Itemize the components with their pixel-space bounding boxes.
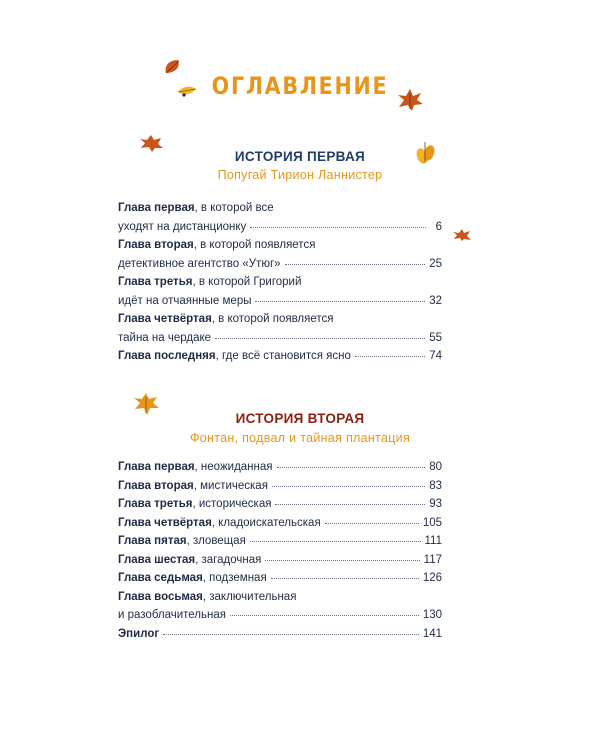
toc-entry bbox=[118, 313, 442, 332]
chapter-description: , в которой Григорий bbox=[192, 276, 302, 288]
toc-entry bbox=[118, 461, 442, 480]
chapter-description: , заключительная bbox=[202, 590, 297, 603]
toc-entry bbox=[118, 554, 442, 573]
chapter-description: детективное агентство «Утюг» bbox=[118, 257, 281, 270]
dot-leader bbox=[255, 301, 425, 302]
chapter-description: , зловещая bbox=[186, 535, 246, 547]
toc-entry bbox=[118, 202, 442, 221]
chapter-description: , где всё становится ясно bbox=[215, 350, 351, 362]
dot-leader bbox=[325, 523, 419, 524]
chapter-description: идёт на отчаянные меры bbox=[118, 294, 252, 307]
page-number: 25 bbox=[429, 257, 442, 270]
chapter-heading: Глава вторая bbox=[118, 479, 194, 492]
toc-entry-continuation bbox=[118, 221, 442, 240]
chapter-description: тайна на чердаке bbox=[118, 331, 212, 344]
toc-entry bbox=[118, 350, 442, 369]
page-number: 105 bbox=[422, 516, 442, 529]
dot-leader bbox=[355, 356, 425, 357]
page-number: 117 bbox=[423, 553, 442, 566]
toc-entry bbox=[118, 517, 442, 536]
chapter-description: , кладоискательская bbox=[211, 516, 321, 529]
dot-leader bbox=[230, 615, 419, 616]
dot-leader bbox=[215, 338, 425, 339]
chapter-heading: Глава третья bbox=[118, 498, 193, 510]
autumn-leaf-icon bbox=[452, 228, 472, 242]
toc-entry bbox=[118, 591, 442, 610]
chapter-heading: Глава четвёртая bbox=[118, 516, 212, 529]
page-number: 141 bbox=[422, 627, 442, 640]
chapter-heading: Глава пятая bbox=[118, 535, 187, 547]
page-number: 6 bbox=[435, 220, 442, 233]
toc-entry bbox=[118, 628, 442, 647]
page-number: 80 bbox=[429, 461, 442, 473]
chapter-description: , в которой появляется bbox=[193, 239, 316, 251]
toc-entry bbox=[118, 276, 442, 295]
story-two-contents bbox=[118, 461, 442, 646]
chapter-heading: Глава шестая bbox=[118, 553, 196, 566]
chapter-description: , неожиданная bbox=[194, 461, 273, 473]
chapter-description: уходят на дистанционку bbox=[118, 220, 247, 233]
page-title: ОГЛАВЛЕНИЕ bbox=[211, 72, 389, 100]
toc-entry-continuation bbox=[118, 295, 442, 314]
toc-entry bbox=[118, 480, 442, 499]
story-one-subtitle: Попугай Тирион Ланнистер bbox=[217, 168, 383, 182]
chapter-heading: Глава третья bbox=[118, 276, 193, 288]
chapter-description: , в которой все bbox=[194, 202, 274, 214]
page-number: 74 bbox=[429, 350, 442, 362]
page-number: 55 bbox=[429, 331, 442, 344]
dot-leader bbox=[272, 486, 425, 487]
chapter-description: , историческая bbox=[192, 498, 272, 510]
toc-entry-continuation bbox=[118, 332, 442, 351]
chapter-description: , загадочная bbox=[195, 553, 262, 566]
story-two-subtitle: Фонтан, подвал и тайная плантация bbox=[189, 431, 411, 445]
chapter-description: , мистическая bbox=[193, 479, 268, 492]
toc-entry bbox=[118, 572, 442, 591]
dot-leader bbox=[265, 560, 419, 561]
page-number: 126 bbox=[422, 572, 442, 584]
chapter-heading: Глава первая bbox=[118, 202, 195, 214]
story-two-title: ИСТОРИЯ ВТОРАЯ bbox=[235, 411, 365, 426]
chapter-heading: Глава первая bbox=[118, 461, 195, 473]
chapter-heading: Глава вторая bbox=[118, 239, 194, 251]
story-one-title: ИСТОРИЯ ПЕРВАЯ bbox=[234, 149, 366, 164]
chapter-heading: Глава седьмая bbox=[118, 572, 203, 584]
toc-entry-continuation bbox=[118, 258, 442, 277]
toc-entry bbox=[118, 535, 442, 554]
toc-entry bbox=[118, 239, 442, 258]
dot-leader bbox=[271, 578, 419, 579]
chapter-description: , в которой появляется bbox=[211, 313, 334, 325]
chapter-description: и разоблачительная bbox=[118, 609, 226, 621]
page-number: 32 bbox=[429, 294, 442, 307]
dot-leader bbox=[163, 634, 419, 635]
dot-leader bbox=[277, 467, 426, 468]
chapter-heading: Глава последняя bbox=[118, 350, 216, 362]
chapter-heading: Глава восьмая bbox=[118, 590, 203, 603]
page-number: 93 bbox=[429, 498, 442, 510]
chapter-heading: Глава четвёртая bbox=[118, 313, 212, 325]
chapter-heading: Эпилог bbox=[118, 627, 160, 640]
dot-leader bbox=[285, 264, 426, 265]
toc-entry-continuation bbox=[118, 609, 442, 628]
toc-entry bbox=[118, 498, 442, 517]
dot-leader bbox=[250, 541, 421, 542]
page-number: 111 bbox=[424, 535, 442, 547]
dot-leader bbox=[275, 504, 425, 505]
page-number: 83 bbox=[429, 479, 442, 492]
chapter-description: , подземная bbox=[202, 572, 267, 584]
page-number: 130 bbox=[422, 609, 442, 621]
story-one-contents bbox=[118, 202, 442, 369]
dot-leader bbox=[250, 227, 426, 228]
